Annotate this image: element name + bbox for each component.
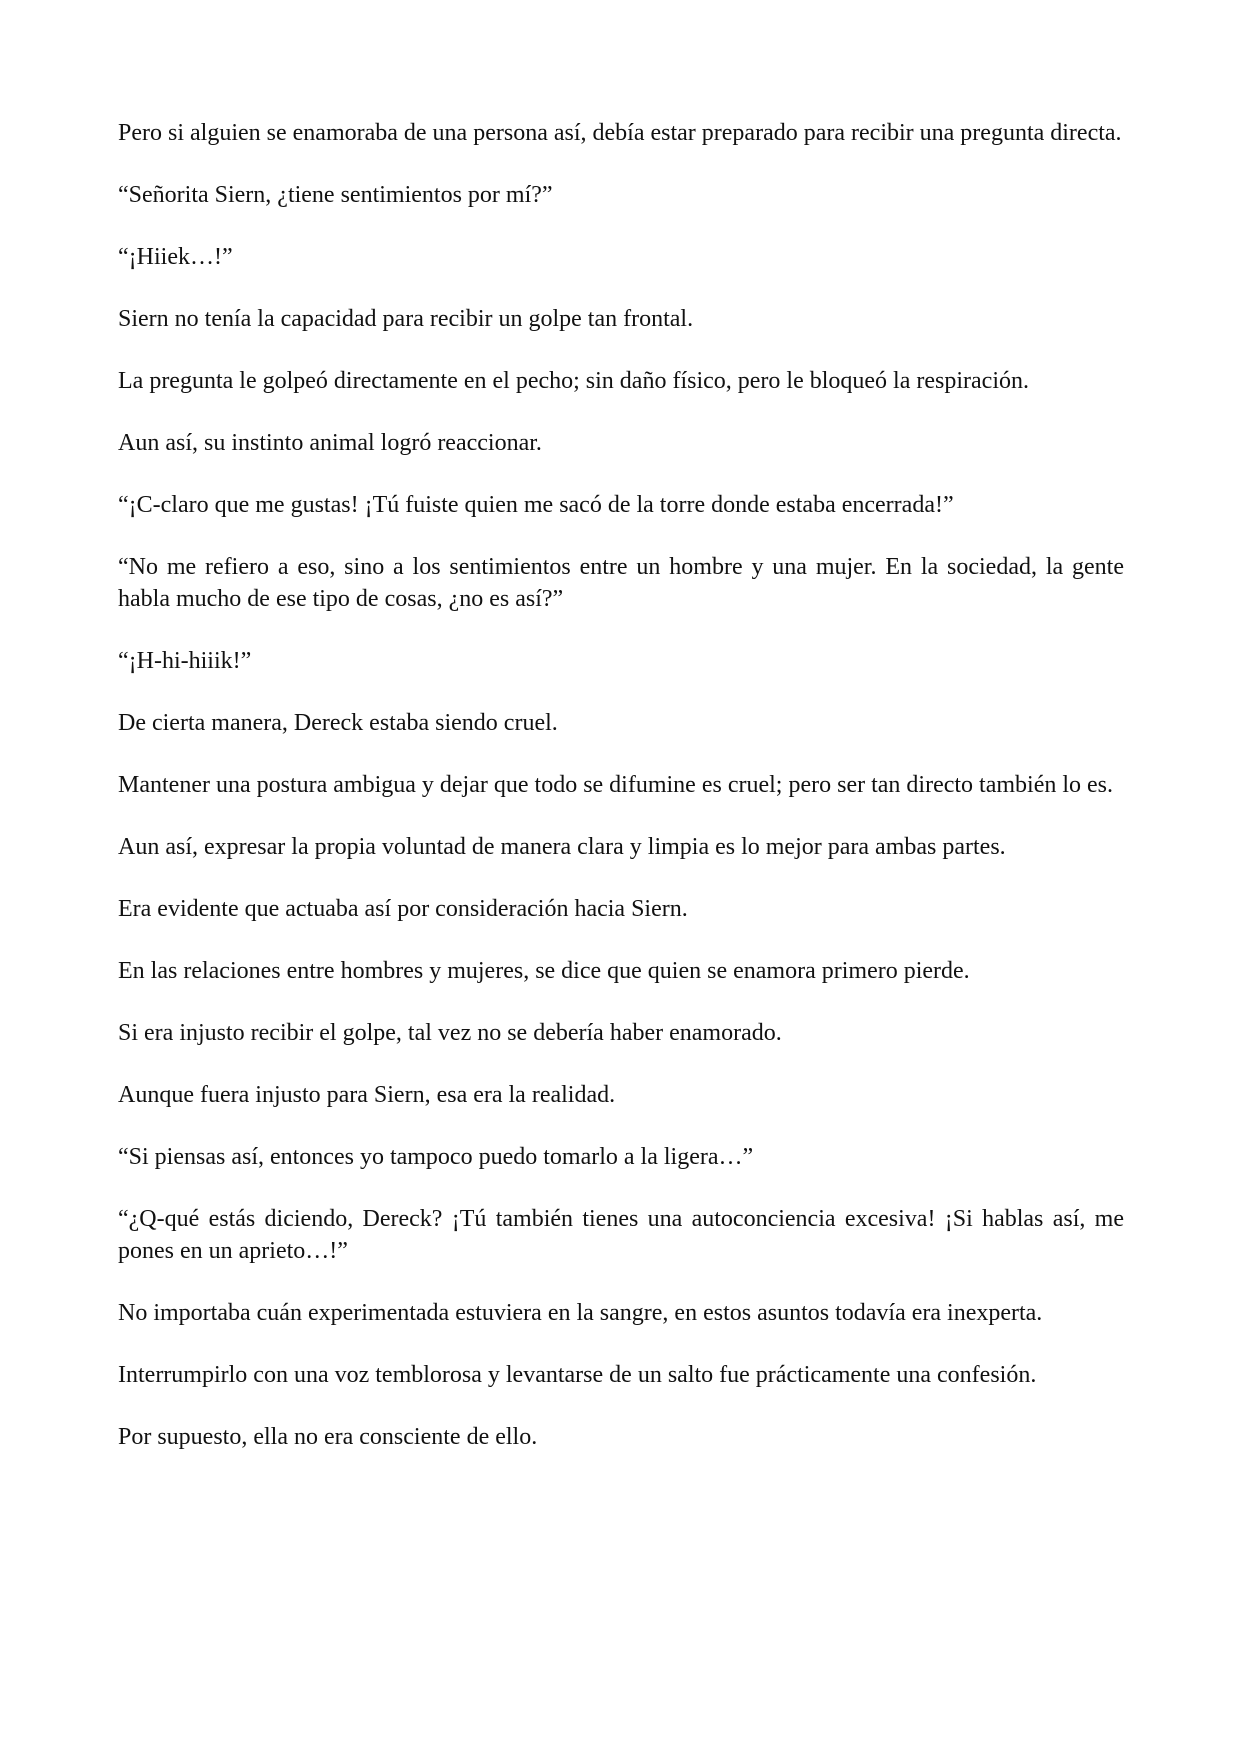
paragraph-7: “¡C-claro que me gustas! ¡Tú fuiste quien me sacó de la torre donde estaba encerrada!”: [118, 492, 954, 518]
paragraph-12: Aun así, expresar la propia voluntad de manera clara y limpia es lo mejor para ambas partes.: [118, 834, 1006, 860]
paragraph-14: En las relaciones entre hombres y mujeres, se dice que quien se enamora primero pierde.: [118, 958, 970, 984]
paragraph-19: No importaba cuán experimentada estuviera en la sangre, en estos asuntos todavía era inexperta.: [118, 1300, 1043, 1326]
paragraph-21: Por supuesto, ella no era consciente de ello.: [118, 1424, 538, 1450]
body-text: [118, 117, 1124, 1483]
paragraph-5: La pregunta le golpeó directamente en el pecho; sin daño físico, pero le bloqueó la respiración.: [118, 368, 1029, 394]
paragraph-17: “Si piensas así, entonces yo tampoco puedo tomarlo a la ligera…”: [118, 1144, 754, 1170]
paragraph-16: Aunque fuera injusto para Siern, esa era la realidad.: [118, 1082, 616, 1108]
paragraph-15: Si era injusto recibir el golpe, tal vez no se debería haber enamorado.: [118, 1020, 782, 1046]
paragraph-2: “Señorita Siern, ¿tiene sentimientos por mí?”: [118, 182, 553, 208]
paragraph-1: Pero si alguien se enamoraba de una persona así, debía estar preparado para recibir una pregunta directa.: [118, 120, 1122, 146]
paragraph-20: Interrumpirlo con una voz temblorosa y levantarse de un salto fue prácticamente una confesión.: [118, 1362, 1037, 1388]
paragraph-9: “¡H-hi-hiiik!”: [118, 648, 252, 674]
paragraph-4: Siern no tenía la capacidad para recibir un golpe tan frontal.: [118, 306, 694, 332]
paragraph-10: De cierta manera, Dereck estaba siendo cruel.: [118, 710, 558, 736]
paragraph-3: “¡Hiiek…!”: [118, 244, 233, 270]
paragraph-13: Era evidente que actuaba así por consideración hacia Siern.: [118, 896, 688, 922]
paragraph-18: “¿Q-qué estás diciendo, Dereck? ¡Tú también tienes una autoconciencia excesiva! ¡Si hablas así, me pones en un aprieto…!”: [118, 1206, 1124, 1264]
paragraph-11: Mantener una postura ambigua y dejar que todo se difumine es cruel; pero ser tan directo también lo es.: [118, 772, 1114, 798]
paragraph-6: Aun así, su instinto animal logró reaccionar.: [118, 430, 542, 456]
paragraph-8: “No me refiero a eso, sino a los sentimientos entre un hombre y una mujer. En la sociedad, la gente habla mucho de ese tipo de cosas, ¿no es así?”: [118, 554, 1124, 612]
